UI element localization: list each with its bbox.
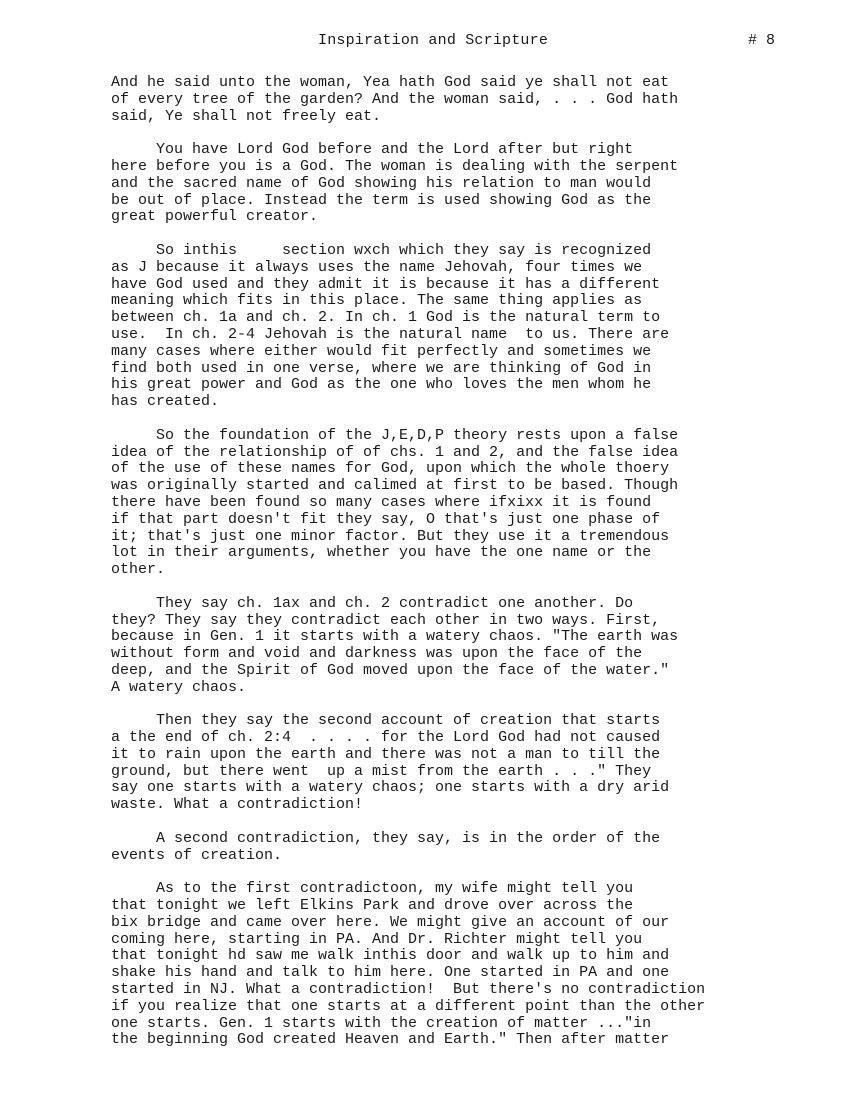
- text-line: they? They say they contradict each other in two ways. First,: [111, 611, 661, 629]
- text-line: great powerful creator.: [111, 208, 319, 226]
- text-line: Then they say the second account of creation that starts: [111, 712, 661, 730]
- text-line: that tonight we left Elkins Park and drove over across the: [111, 897, 634, 915]
- text-line: say one starts with a watery chaos; one starts with a dry arid: [111, 779, 670, 797]
- text-line: idea of the relationship of of chs. 1 and 2, and the false idea: [111, 443, 679, 461]
- text-line: So the foundation of the J,E,D,P theory rests upon a false: [111, 426, 679, 444]
- text-line: meaning which fits in this place. The same thing applies as: [111, 292, 643, 310]
- text-line: You have Lord God before and the Lord after but right: [111, 141, 634, 159]
- text-line: that tonight hd saw me walk inthis door and walk up to him and: [111, 947, 670, 965]
- paragraph: [111, 428, 811, 579]
- text-line: many cases where either would fit perfectly and sometimes we: [111, 342, 652, 360]
- text-line: without form and void and darkness was upon the face of the: [111, 645, 643, 663]
- text-line: have God used and they admit it is because it has a different: [111, 275, 661, 293]
- text-line: as J because it always uses the name Jehovah, four times we: [111, 258, 643, 276]
- text-line: deep, and the Spirit of God moved upon the face of the water.": [111, 661, 670, 679]
- text-line: there have been found so many cases where ifxixx it is found: [111, 493, 652, 511]
- page-number: # 8: [748, 32, 776, 49]
- text-line: coming here, starting in PA. And Dr. Richter might tell you: [111, 930, 643, 948]
- text-line: waste. What a contradiction!: [111, 796, 364, 814]
- document-body: [111, 75, 811, 1066]
- text-line: if that part doesn't fit they say, O that's just one phase of: [111, 510, 661, 528]
- text-line: They say ch. 1ax and ch. 2 contradict one another. Do: [111, 594, 634, 612]
- text-line: it; that's just one minor factor. But they use it a tremendous: [111, 527, 670, 545]
- text-line: shake his hand and talk to him here. One started in PA and one: [111, 964, 670, 982]
- paragraph: [111, 596, 811, 697]
- text-line: his great power and God as the one who loves the men whom he: [111, 376, 652, 394]
- paragraph: [111, 75, 811, 125]
- text-line: events of creation.: [111, 846, 283, 864]
- text-line: bix bridge and came over here. We might give an account of our: [111, 913, 670, 931]
- text-line: A watery chaos.: [111, 678, 247, 696]
- text-line: be out of place. Instead the term is used showing God as the: [111, 191, 652, 209]
- text-line: of the use of these names for God, upon which the whole thoery: [111, 460, 670, 478]
- text-line: if you realize that one starts at a different point than the other: [111, 997, 706, 1015]
- text-line: And he said unto the woman, Yea hath God said ye shall not eat: [111, 74, 670, 91]
- text-line: was originally started and calimed at first to be based. Though: [111, 477, 679, 495]
- paragraph: [111, 243, 811, 411]
- text-line: said, Ye shall not freely eat.: [111, 107, 382, 125]
- paragraph: [111, 881, 811, 1049]
- text-line: ground, but there went up a mist from the earth . . ." They: [111, 762, 652, 780]
- text-line: here before you is a God. The woman is dealing with the serpent: [111, 157, 679, 175]
- text-line: A second contradiction, they say, is in the order of the: [111, 829, 661, 847]
- text-line: one starts. Gen. 1 starts with the creation of matter ..."in: [111, 1014, 652, 1032]
- text-line: a the end of ch. 2:4 . . . . for the Lord God had not caused: [111, 729, 661, 747]
- text-line: and the sacred name of God showing his relation to man would: [111, 174, 652, 192]
- paragraph: [111, 831, 811, 865]
- paragraph: [111, 142, 811, 226]
- text-line: the beginning God created Heaven and Earth." Then after matter: [111, 1031, 670, 1049]
- text-line: So inthis section wxch which they say is recognized: [111, 241, 652, 259]
- text-line: As to the first contradictoon, my wife might tell you: [111, 880, 634, 898]
- text-line: other.: [111, 561, 166, 579]
- text-line: use. In ch. 2-4 Jehovah is the natural name to us. There are: [111, 325, 670, 343]
- text-line: has created.: [111, 393, 220, 411]
- text-line: between ch. 1a and ch. 2. In ch. 1 God is the natural term to: [111, 309, 661, 327]
- text-line: lot in their arguments, whether you have the one name or the: [111, 544, 652, 562]
- text-line: because in Gen. 1 it starts with a watery chaos. "The earth was: [111, 628, 679, 646]
- text-line: find both used in one verse, where we are thinking of God in: [111, 359, 652, 377]
- text-line: of every tree of the garden? And the woman said, . . . God hath: [111, 90, 679, 108]
- paragraph: [111, 713, 811, 814]
- page-header-title: Inspiration and Scripture: [318, 32, 549, 49]
- text-line: started in NJ. What a contradiction! But there's no contradiction: [111, 981, 706, 999]
- text-line: it to rain upon the earth and there was not a man to till the: [111, 745, 661, 763]
